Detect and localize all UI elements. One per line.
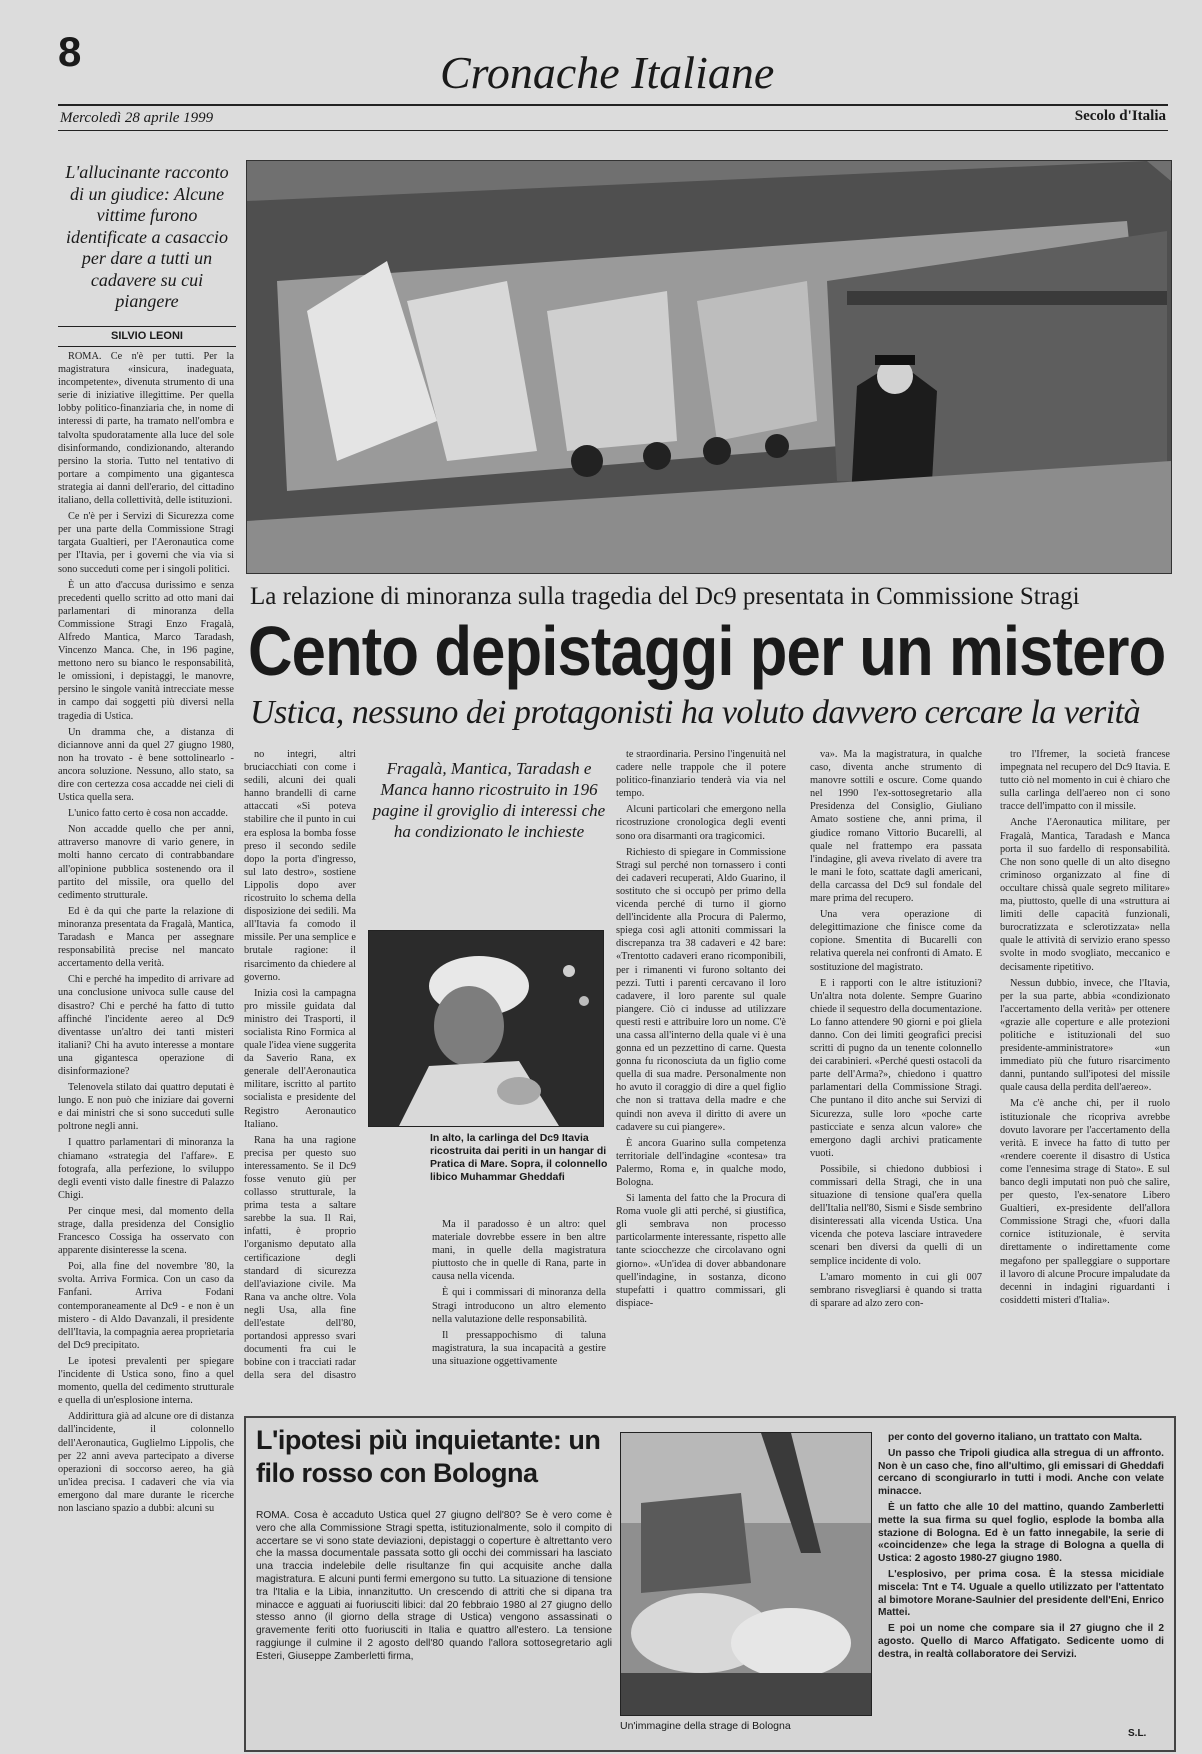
- box-photo-caption: Un'immagine della strage di Bologna: [620, 1720, 791, 1732]
- article-paragraph: Rana ha una ragione precisa per questo suo interessamento. Se il Dc9 fosse venuto giù per collasso strutturale, la prima testa a saltare sarebbe la sua. Il Rai, infatti, è proprio l'organismo deputato alla certificazione degli standard di sicurezza dell'aviazione civile. Ma Rana va anche oltre. Vola negli Usa, alla fine dell'estate dell'80, portandosi appresso svari documenti fra cui le bobine con i tracciati radar della sera del disastro: [244, 1134, 356, 1382]
- article-paragraph: Poi, alla fine del novembre '80, la svolta. Arriva Formica. Con un caso da Fanfani. Arriva Fodani contemporaneamente al Dc9 - e non è un mistero - di Aldo Davanzali, il presidente dell'Itavia, la compagnia aerea proprietaria del Dc9 precipitato.: [58, 1261, 234, 1351]
- box-headline: L'ipotesi più inquietante: un filo rosso con Bologna: [256, 1425, 601, 1488]
- article-paragraph: L'esplosivo, per prima cosa. È la stessa micidiale miscela: Tnt e T4. Uguale a quello utilizzato per l'attentato al bimotore Morane-Saulnier del presidente dell'Eni, Enrico Mattei.: [878, 1568, 1164, 1619]
- box-text: ROMA. Cosa è accaduto Ustica quel 27 giugno dell'80? Se è vero come è vero che alla Commissione Stragi spetta, istituzionalmente, solo il compito di accertare se vi sono state deviazioni, depistaggi o coperture è altrettanto vero che la massa documentale passata sotto gli occhi dei commissari ha lasciato una traccia indelebile delle risultanze fin qui acquisite anche dalla magistratura. E alcuni punti fermi emergono su tutto. La situazione di tensione tra l'Italia e la Libia, innanzitutto. Un crescendo di attriti che si dipana tra minacce e agguati ai fuoriusciti libici: dal 20 febbraio 1980 al 27 giugno dello stesso anno (il giorno della strage di Ustica) vengono assassinati o gravemente feriti otto fuoriusciti in Italia e quattro all'estero. La tensione raggiunge il culmine il 2 agosto dell'80 quando l'allora sottosegretario agli Esteri, Giuseppe Zamberletti firma,: [256, 1510, 612, 1662]
- article-paragraph: È ancora Guarino sulla competenza territoriale dell'indagine «contesa» tra Palermo, Roma e, in qualche modo, Bologna.: [616, 1137, 786, 1188]
- main-photo: [246, 160, 1172, 574]
- byline: SILVIO LEONI: [111, 330, 183, 342]
- article-paragraph: Un dramma che, a distanza di diciannove anni da quel 27 giugno 1980, non ha trovato - è bene sottolinearlo - ancora soluzione. Nessuno, allo stato, sa dire con certezza cosa accadde nei cieli di Ustica quella sera.: [58, 726, 234, 804]
- gheddafi-photo: [368, 930, 604, 1127]
- newspaper-name: Secolo d'Italia: [1074, 108, 1166, 124]
- article-paragraph: È un fatto che alle 10 del mattino, quando Zamberletti mette la sua firma su quel foglio, esplode la bomba alla stazione di Bologna. Ed è un fatto innegabile, la serie di «coincidenze» che lega la strage di Bologna a quella di Ustica: 2 agosto 1980-27 giugno 1980.: [878, 1501, 1164, 1565]
- byline-rule-bottom: [58, 346, 236, 347]
- box-signature: S.L.: [1128, 1728, 1147, 1739]
- article-paragraph: Ce n'è per i Servizi di Sicurezza come per una parte della Commissione Stragi targata Gualtieri, per l'Aeronautica come per l'Itavia, per i governi che via via si sono succeduti come per i singoli politici.: [58, 511, 234, 575]
- article-column-5: [810, 748, 982, 1384]
- box-right-text: [878, 1432, 1164, 1732]
- header-rule-bottom: [58, 130, 1168, 131]
- sidebar-lead: L'allucinante racconto di un giudice: Alcune vittime furono identificate a casaccio per dare a tutti un cadavere su cui piangere: [65, 162, 229, 311]
- article-paragraph: Ma c'è anche chi, per il ruolo istituzionale che ricopriva avrebbe dovuto lavorare per l'accertamento della verità. E invece ha fatto di tutto per «rendere coerente il disastro di Ustica come l'ennesima strage di Stato». E sul banco degli imputati non può che salire, per questo, l'ex-senatore Libero Gualtieri, ex-presidente dell'allora Commissione Stragi che, «fuori dalla cornice istituzionale, è servita direttamente o indirettamente come megafono per spalleggiare o supportare il lavoro di alcune Procure impaludate da decenni in indagini riguardanti i cosiddetti misteri d'Italia».: [1000, 1098, 1170, 1306]
- article-column-4: [616, 748, 786, 1384]
- kicker: La relazione di minoranza sulla tragedia del Dc9 presentata in Commissione Stragi: [250, 583, 1080, 610]
- article-paragraph: per conto del governo italiano, un trattato con Malta.: [888, 1432, 1143, 1443]
- issue-date: Mercoledì 28 aprile 1999: [60, 110, 214, 126]
- article-paragraph: Addirittura già ad alcune ore di distanza dall'incidente, il colonnello dell'Aeronautica, Guglielmo Lippolis, che per 22 anni aveva partecipato a diverse operazioni di soccorso aereo, ha già un'idea precisa. I cadaveri che via via emergono dal mare durante le ricerche non lasciano spazio a dubbi: alcuni su: [58, 1411, 234, 1514]
- article-column-6: [1000, 748, 1170, 1384]
- article-paragraph: tro l'Ifremer, la società francese impegnata nel recupero del Dc9 Itavia. E tutto ciò nel momento in cui è chiaro che sulla carlinga dell'aereo non ci sono tracce dell'impatto con il missile.: [1000, 749, 1170, 813]
- article-column-3: [432, 1218, 606, 1384]
- pull-quote: Fragalà, Mantica, Taradash e Manca hanno ricostruito in 196 pagine il groviglio di interessi che ha condizionato le inchieste: [372, 759, 606, 841]
- headline: Cento depistaggi per un mistero: [248, 612, 1166, 690]
- article-paragraph: È un atto d'accusa durissimo e senza precedenti quello scritto ad otto mani dai parlamentari di minoranza della Commissione Stragi Enzo Fragalà, Alfredo Mantica, Marco Taradash, Vincenzo Manca. Che, in 196 pagine, mettono nero su bianco le responsabilità, le omissioni, i depistaggi, le manovre, persino le singole vanità intrecciate messe in campo dai soggetti più diversi nella tragedia di Ustica.: [58, 579, 234, 722]
- article-paragraph: I quattro parlamentari di minoranza la chiamano «strategia del l'affare». E fotografa, alla perfezione, lo sviluppo degli eventi visto dalle finestre di Palazzo Chigi.: [58, 1137, 234, 1201]
- article-paragraph: Richiesto di spiegare in Commissione Stragi sul perché non tornassero i conti dei cadaveri recuperati, Aldo Guarino, il sostituto che si occupò per primo della vicenda perché di turno il giorno dell'incidente alla Procura di Palermo, spiega così agli attoniti commissari la discrepanza tra 38 cadaveri e 42 bare: «Trentotto cadaveri erano ricomponibili, per i rimanenti vi furono soltanto dei pezzi. Tutti i parenti cercavano il loro cadavere, il loro parente sul quale piangere. Ciò ci indusse ad utilizzare questi resti e attribuire loro un nome. C'è una cassa all'interno della quale vi è una gonna ed un pezzettino di carne. Questa gonna fu riconosciuta da un figlio come quella di sua madre. Personalmente non ho avuto il coraggio di dire a quel figlio che non si trattava della madre e che quindi non aveva il diritto di avere un cadavere su cui piangere».: [616, 846, 786, 1133]
- article-paragraph: no integri, altri bruciacchiati con come i sedili, alcuni dei quali hanno brandelli di carne attaccati «Si poteva stabilire che il punto in cui era esplosa la bomba fosse preso il secondo sedile dopo la porta d'ingresso, sul lato destro», sostiene Lippolis dopo aver ricostruito lo schema della disposizione dei sedili. Ma all'Itavia fa comodo il missile. Per una semplice e brutale ragione: il risarcimento da chiedere al governo.: [244, 749, 356, 983]
- article-paragraph: Un passo che Tripoli giudica alla stregua di un affronto. Non è un caso che, fino all'ultimo, gli emissari di Gheddafi cercano di scongiurarlo in tutti i modi. Anche con velate minacce.: [878, 1447, 1164, 1498]
- article-paragraph: Nessun dubbio, invece, che l'Itavia, per la sua parte, abbia «condizionato l'accertamento della verità» per ottenere «grazie alle coperture e alle protezioni politiche e istituzionali del suo presidente-amministratore» «un immediato più che futuro risarcimento danni, puntando sull'ipotesi del missile quale causa della perdita dell'aereo».: [1000, 977, 1170, 1094]
- bologna-photo: [620, 1432, 872, 1716]
- aircraft-wreck-image: [247, 161, 1171, 573]
- article-paragraph: Si lamenta del fatto che la Procura di Roma vuole gli atti perché, si giustifica, gli sembrava non processo particolarmente interessante, rispetto alle tante sciocchezze che circolavano ogni giorno». «Un'idea di dover abbandonare quell'indagine, in sostanza, dicono stupefatti i quattro commissari, gli dispiace-: [616, 1193, 786, 1309]
- article-paragraph: Le ipotesi prevalenti per spiegare l'incidente di Ustica sono, fino a quel momento, quella del cedimento strutturale e quella di un'esplosione interna.: [58, 1355, 234, 1407]
- article-paragraph: Inizia così la campagna pro missile guidata dal ministro dei Trasporti, il socialista Rino Formica al quale l'idea viene suggerita da Saverio Rana, ex generale dell'Aeronautica militare, iscritto al partito socialista e presidente del Registro Aeronautico Italiano.: [244, 987, 356, 1130]
- article-paragraph: Ma il paradosso è un altro: quel materiale dovrebbe essere in ben altre mani, in quelle della magistratura piuttosto che in quelle di Rana, parte in causa nella vicenda.: [432, 1219, 606, 1283]
- article-paragraph: Non accadde quello che per anni, attraverso manovre di vario genere, in molti hanno cercato di contrabbandare all'opinione pubblica sostenendo ora il partito del missile, ora quello del cedimento strutturale.: [58, 824, 234, 901]
- article-paragraph: Per cinque mesi, dal momento della strage, dalla presidenza del Consiglio Francesco Cossiga ha osservato con apparente disinteresse la scena.: [58, 1205, 234, 1257]
- article-paragraph: ROMA. Ce n'è per tutti. Per la magistratura «insicura, inadeguata, incompetente», divenuta strumento di una serie di iniziative illegittime. Per quella lobby politico-finanziaria che, in nome di interessi di parte, ha tramato nell'ombra e talvolta spudoratamente alla luce del sole disinformando, condizionando, alterando persino la storia. Tutto nel tentativo di portare a compimento una gigantesca strategia ai danni dell'erario, del cittadino italiano, della collettività, delle istituzioni.: [58, 351, 234, 507]
- article-column-2: [244, 748, 356, 1384]
- article-paragraph: E poi un nome che compare sia il 27 giugno che il 2 agosto. Quello di Marco Affatigato. Sedicente uomo di destra, in realtà collaboratore dei Servizi.: [878, 1623, 1164, 1660]
- article-paragraph: È qui i commissari di minoranza della Stragi introducono un altro elemento nella valutazione delle responsabilità.: [432, 1287, 606, 1325]
- article-paragraph: L'amaro momento in cui gli 007 sembrano risvegliarsi è quando si tratta di sparare ad alzo zero con-: [810, 1271, 982, 1309]
- article-paragraph: va». Ma la magistratura, in qualche caso, diventa anche strumento di manovre sottili e oscure. Come quando nel 1990 l'ex-sottosegretario alla Presidenza del Consiglio, Giuliano Amato sostiene che, anni prima, il giudice romano Vittorio Bucarelli, al quale nel frattempo era passata l'indagine, gli aveva rivelato di avere tra le mani le foto, scattate dagli americani, della carcassa del Dc9 sul fondale del mare prima del recupero.: [810, 749, 982, 905]
- section-title: Cronache Italiane: [440, 47, 775, 98]
- article-paragraph: Il pressappochismo di taluna magistratura, la sua incapacità a gestire una situazione oggettivamente: [432, 1329, 606, 1367]
- article-paragraph: te straordinaria. Persino l'ingenuità nel cadere nelle trappole che il potere politico-finanziario tenderà via via nel tempo.: [616, 749, 786, 800]
- photo-caption: In alto, la carlinga del Dc9 Itavia ricostruita dai periti in un hangar di Pratica di Mare. Sopra, il colonnello libico Muhammar Gheddafi: [430, 1132, 608, 1183]
- article-paragraph: Una vera operazione di delegittimazione che finisce come da copione. Smentita di Bucarelli con relativa querela nei confronti di Amato. E sostituzione del magistrato.: [810, 909, 982, 973]
- subheadline: Ustica, nessuno dei protagonisti ha voluto davvero cercare la verità: [250, 694, 1141, 731]
- header-rule: [58, 104, 1168, 106]
- article-paragraph: Anche l'Aeronautica militare, per Fragalà, Mantica, Taradash e Manca porta il suo fardello di responsabilità. Che non sono quelle di un alto disegno criminoso organizzato al fine di occultare chissà quale segreto militare» ma, piuttosto, quelle di una «struttura ai limiti delle capacità funzionali, burocratizzata e sclerotizzata» nella quale le attività di servizio erano spesso svolte in modo svogliato, meccanico e decisamente ripetitivo.: [1000, 817, 1170, 973]
- page-number: 8: [58, 28, 82, 75]
- article-paragraph: Telenovela stilato dai quattro deputati è lungo. E non può che iniziare dai governi e dai ministri che si sono succeduti sulle poltrone negli anni.: [58, 1082, 234, 1133]
- sidebar-article-text: [58, 350, 234, 1745]
- article-paragraph: Chi e perché ha impedito di arrivare ad una conclusione univoca sulle cause del disastro? Chi e perché ha fatto di tutto affinché l'incidente aereo al Dc9 diventasse un'altro dei tanti misteri italiani? Chi ha avuto interesse a montare una gigantesca operazione di disinformazione?: [58, 974, 234, 1077]
- byline-rule: [58, 326, 236, 327]
- article-paragraph: Ed è da qui che parte la relazione di minoranza presentata da Fragalà, Mantica, Taradash e Manca per assegnare responsabilità precise nel mancato accertamento della verità.: [58, 905, 234, 970]
- article-paragraph: Possibile, si chiedono dubbiosi i commissari della Stragi, che in una situazione di tensione qual'era quella dell'Italia nell'80, Sismi e Sisde sembrino disinteressati alla vicenda Ustica. Una vicenda che poteva lasciare intravedere scenari ben diversi da quelli di un semplice incidente di volo.: [810, 1163, 982, 1267]
- bologna-image: [621, 1433, 871, 1715]
- article-paragraph: Alcuni particolari che emergono nella ricostruzione cronologica degli eventi sono ora disarmanti ora tragicomici.: [616, 804, 786, 842]
- portrait-image: [369, 931, 603, 1126]
- article-paragraph: E i rapporti con le altre istituzioni? Un'altra nota dolente. Sempre Guarino chiede il sequestro della documentazione. Lo fanno attendere 90 giorni e poi gliela danno. Con dei limiti geografici precisi scritti di pugno da un tenente colonnello dei carabinieri. «Perché questi ostacoli da parte dell'Arma?», chiedono i quattro parlamentari della Commissione Stragi. Che puntano il dito anche sui Servizi di Sicurezza, sulle loro «poche carte pasticciate e senza alcun valore» che emergono dagli archivi praticamente vuoti.: [810, 977, 982, 1159]
- article-paragraph: L'unico fatto certo è cosa non accadde.: [68, 808, 228, 820]
